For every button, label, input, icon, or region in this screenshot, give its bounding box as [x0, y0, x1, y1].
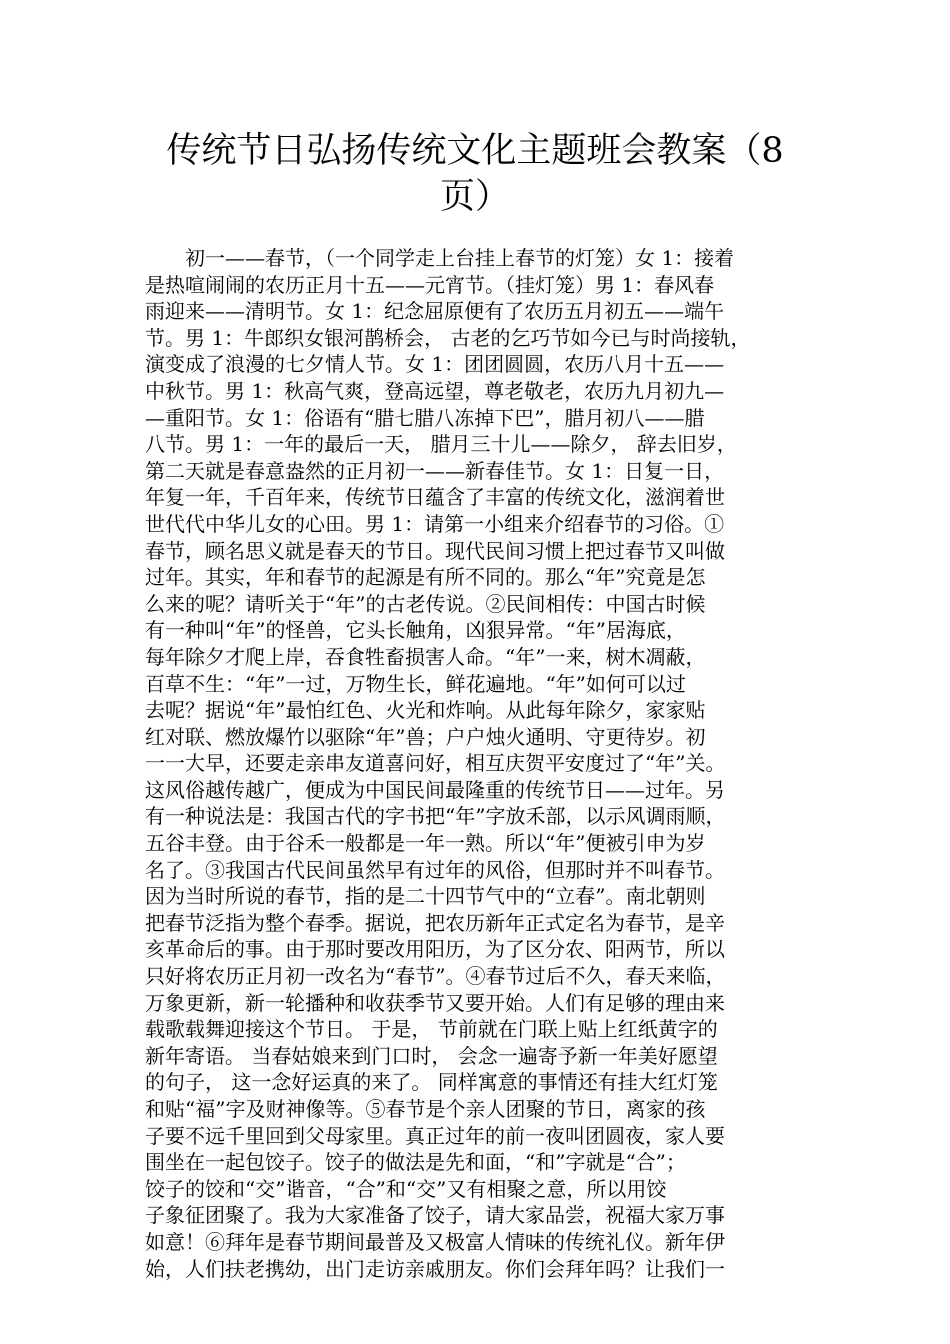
body-line: 八节。男 1：一年的最后一天， 腊月三十儿——除夕， 辞去旧岁， — [145, 432, 737, 457]
body-line: 只好将农历正月初一改名为“春节”。④春节过后不久，春天来临， — [145, 964, 726, 989]
body-line: 初一——春节，（一个同学走上台挂上春节的灯笼）女 1：接着 — [145, 246, 735, 270]
document-body — [145, 245, 828, 1282]
body-line: 饺子的饺和“交”谐音，“合”和“交”又有相聚之意，所以用饺 — [145, 1176, 667, 1201]
body-line: 子要不远千里回到父母家里。真正过年的前一夜叫团圆夜，家人要 — [145, 1123, 725, 1148]
body-line: 的句子， 这一念好运真的来了。 同样寓意的事情还有挂大红灯笼 — [145, 1070, 718, 1095]
body-line: 载歌载舞迎接这个节日。 于是， 节前就在门联上贴上红纸黄字的 — [145, 1017, 718, 1042]
body-line: 节。男 1：牛郎织女银河鹊桥会， 古老的乞巧节如今已与时尚接轨， — [145, 325, 751, 350]
body-line: 过年。其实，年和春节的起源是有所不同的。那么“年”究竟是怎 — [145, 565, 706, 590]
body-line: 雨迎来——清明节。女 1：纪念屈原便有了农历五月初五——端午 — [145, 299, 725, 324]
body-line: 新年寄语。 当春姑娘来到门口时， 会念一遍寄予新一年美好愿望 — [145, 1043, 718, 1068]
body-line: 红对联、燃放爆竹以驱除“年”兽；户户烛火通明、守更待岁。初 — [145, 724, 706, 749]
body-line: 百草不生：“年”一过，万物生长，鲜花遍地。“年”如何可以过 — [145, 671, 686, 696]
body-line: 有一种叫“年”的怪兽，它头长触角，凶狠异常。“年”居海底， — [145, 618, 686, 643]
body-line: 是热喧闹闹的农历正月十五——元宵节。（挂灯笼）男 1：春风春 — [145, 272, 715, 297]
body-line: 每年除夕才爬上岸，吞食牲畜损害人命。“年”一来，树木凋蔽， — [145, 644, 706, 669]
body-line: 演变成了浪漫的七夕情人节。女 1：团团圆圆，农历八月十五—— — [145, 352, 725, 377]
body-line: 万象更新，新一轮播种和收获季节又要开始。人们有足够的理由来 — [145, 990, 725, 1015]
body-line: 名了。③我国古代民间虽然早有过年的风俗，但那时并不叫春节。 — [145, 857, 725, 882]
body-line: 子象征团聚了。我为大家准备了饺子，请大家品尝，祝福大家万事 — [145, 1203, 725, 1228]
body-line: —重阳节。女 1：俗语有“腊七腊八冻掉下巴”，腊月初八——腊 — [145, 405, 705, 430]
body-line: 一一大早，还要走亲串友道喜问好，相互庆贺平安度过了“年”关。 — [145, 751, 726, 776]
body-line: 春节，顾名思义就是春天的节日。现代民间习惯上把过春节又叫做 — [145, 538, 725, 563]
body-line: 亥革命后的事。由于那时要改用阳历，为了区分农、阳两节，所以 — [145, 937, 725, 962]
body-line: 如意！⑥拜年是春节期间最普及又极富人情味的传统礼仪。新年伊 — [145, 1229, 725, 1254]
body-line: 把春节泛指为整个春季。据说，把农历新年正式定名为春节，是辛 — [145, 910, 725, 935]
body-line: 年复一年，千百年来，传统节日蕴含了丰富的传统文化，滋润着世 — [145, 485, 725, 510]
body-line: 五谷丰登。由于谷禾一般都是一年一熟。所以“年”便被引申为岁 — [145, 831, 706, 856]
body-line: 么来的呢？请听关于“年”的古老传说。②民间相传：中国古时候 — [145, 591, 706, 616]
body-line: 世代代中华儿女的心田。男 1：请第一小组来介绍春节的习俗。① — [145, 511, 725, 536]
body-line: 中秋节。男 1：秋高气爽，登高远望，尊老敬老，农历九月初九— — [145, 378, 725, 403]
body-line: 去呢？据说“年”最怕红色、火光和炸响。从此每年除夕，家家贴 — [145, 698, 706, 723]
body-line: 因为当时所说的春节，指的是二十四节气中的“立春”。南北朝则 — [145, 884, 706, 909]
body-line: 第二天就是春意盎然的正月初一——新春佳节。女 1：日复一日， — [145, 458, 725, 483]
body-line: 有一种说法是：我国古代的字书把“年”字放禾部，以示风调雨顺， — [145, 804, 726, 829]
body-line: 和贴“福”字及财神像等。⑤春节是个亲人团聚的节日，离家的孩 — [145, 1097, 706, 1121]
body-line: 这风俗越传越广，便成为中国民间最隆重的传统节日——过年。另 — [145, 777, 725, 802]
body-line: 围坐在一起包饺子。饺子的做法是先和面，“和”字就是“合”； — [145, 1150, 686, 1175]
body-line: 始，人们扶老携幼，出门走访亲戚朋友。你们会拜年吗？让我们一 — [145, 1256, 725, 1281]
document-title: 传统节日弘扬传统文化主题班会教案（8页） — [166, 131, 784, 217]
